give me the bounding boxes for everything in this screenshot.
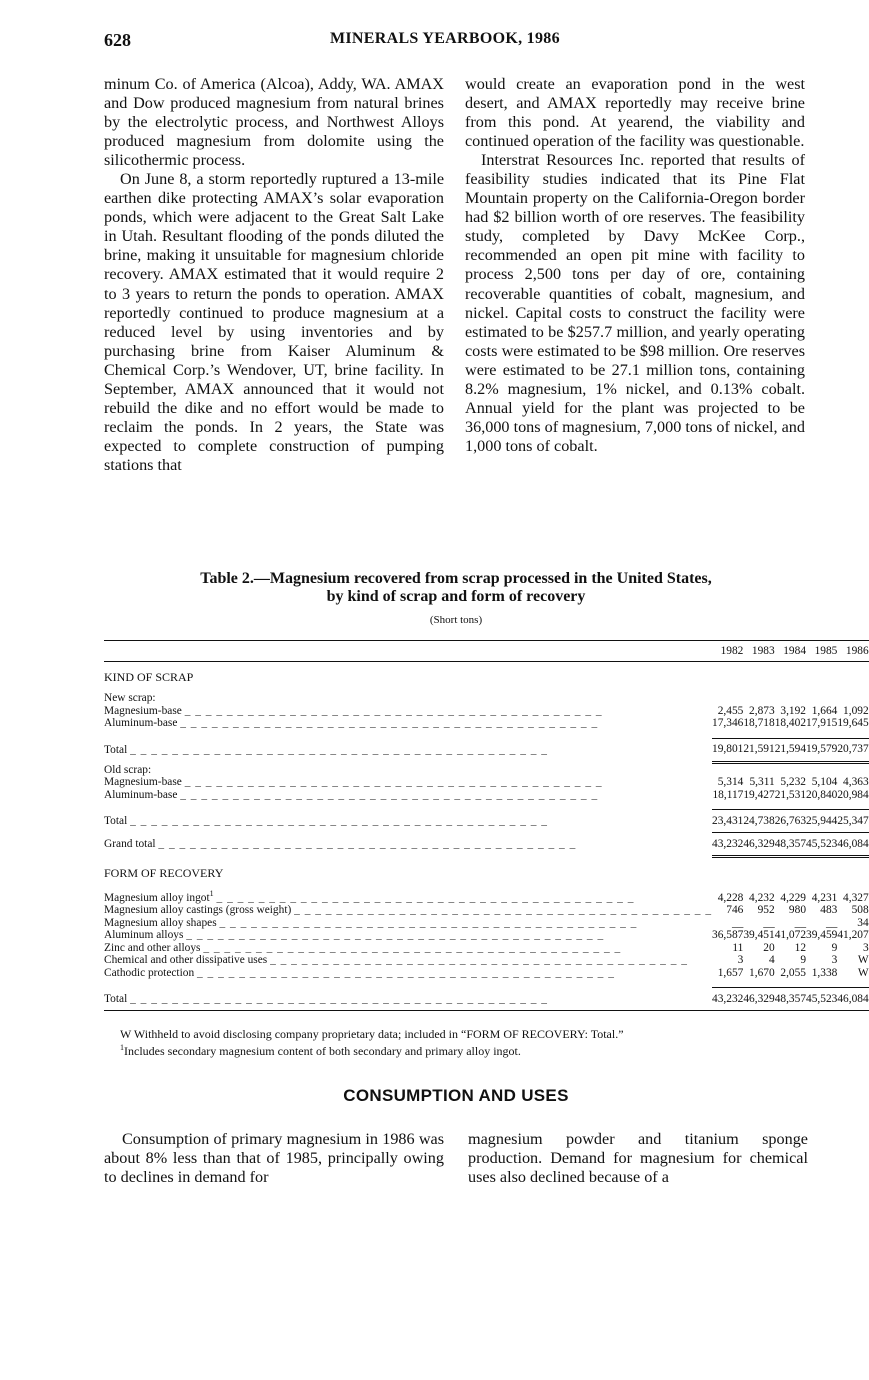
- body-column-left: [104, 1130, 444, 1188]
- table-cell: 19,645: [837, 717, 869, 729]
- table-cell: 4,228: [717, 891, 744, 904]
- table-cell: 43,232: [712, 833, 743, 857]
- table-cell: 4,232: [749, 891, 775, 904]
- table-cell: 1,338: [811, 966, 838, 979]
- table-cell: 19,801: [712, 738, 743, 762]
- table-row: [104, 904, 869, 917]
- dot-leader: _ _ _ _ _ _ _ _ _ _ _ _ _ _ _ _ _ _ _ _ _ _ _ _ _ _ _ _ _ _ _ _ _ _ _ _ _ _ _ _: [130, 743, 548, 756]
- dot-leader: _ _ _ _ _ _ _ _ _ _ _ _ _ _ _ _ _ _ _ _ _ _ _ _ _ _ _ _ _ _ _ _ _ _ _ _ _ _ _ _: [180, 788, 599, 801]
- table-cell: 17,346: [712, 717, 744, 729]
- table-cell: 2,455: [717, 704, 744, 717]
- table-cell: 48,357: [775, 833, 806, 857]
- table-cell: 1,657: [717, 966, 744, 979]
- table-cell: 508: [851, 904, 869, 917]
- table-row: [104, 888, 869, 904]
- body-column-right: [465, 75, 805, 456]
- table-cell: 1,092: [843, 704, 869, 717]
- body-column-left: [104, 75, 444, 475]
- table-cell: 39,451: [743, 929, 775, 942]
- dot-leader: _ _ _ _ _ _ _ _ _ _ _ _ _ _ _ _ _ _ _ _ _ _ _ _ _ _ _ _ _ _ _ _ _ _ _ _ _ _ _ _: [184, 704, 603, 717]
- footnote-marker: 1: [120, 1043, 124, 1052]
- section-row: [104, 858, 869, 888]
- row-label: Zinc and other alloys _ _ _ _ _ _ _ _ _ _ _ _ _ _ _ _ _ _ _ _ _ _ _ _ _ _ _ _ _ _ _ _ _ _ _ _ _ _ _ _: [104, 941, 622, 954]
- table-cell: 4,363: [843, 776, 869, 788]
- table-cell: 17,915: [806, 717, 838, 729]
- table-cell: 24,738: [743, 810, 774, 833]
- page-number: 628: [104, 30, 131, 50]
- footnote-marker: 1: [209, 889, 214, 898]
- total-row: [104, 738, 869, 762]
- table-row: [104, 954, 869, 967]
- table-cell: 2,873: [749, 704, 775, 717]
- table-cell: 5,314: [717, 776, 744, 788]
- dot-leader: _ _ _ _ _ _ _ _ _ _ _ _ _ _ _ _ _ _ _ _ _ _ _ _ _ _ _ _ _ _ _ _ _ _ _ _ _ _ _ _: [216, 891, 635, 904]
- table-cell: 36,587: [712, 929, 744, 942]
- table-cell: __: [763, 916, 775, 929]
- dot-leader: _ _ _ _ _ _ _ _ _ _ _ _ _ _ _ _ _ _ _ _ _ _ _ _ _ _ _ _ _ _ _ _ _ _ _ _ _ _ _ _: [294, 904, 713, 917]
- section-heading-form-of-recovery: FORM OF RECOVERY: [104, 865, 224, 880]
- group-label: New scrap:: [104, 692, 156, 704]
- table-cell: 952: [757, 904, 775, 917]
- group-row: [104, 692, 869, 705]
- row-label: Aluminum-base _ _ _ _ _ _ _ _ _ _ _ _ _ _ _ _ _ _ _ _ _ _ _ _ _ _ _ _ _ _ _ _ _ _ _ _ _ _ _ _: [104, 717, 599, 729]
- table-cell: __: [794, 916, 807, 929]
- row-label: Aluminum alloys _ _ _ _ _ _ _ _ _ _ _ _ _ _ _ _ _ _ _ _ _ _ _ _ _ _ _ _ _ _ _ _ _ _ _ _ _ _ _ _: [104, 929, 605, 942]
- table-cell: 746: [726, 904, 744, 917]
- table-cell: 4: [768, 954, 775, 967]
- table-cell: 45,523: [806, 833, 837, 857]
- table-cell: 1,670: [749, 966, 775, 979]
- section-heading: CONSUMPTION AND USES: [343, 1086, 569, 1105]
- group-label: Old scrap:: [104, 763, 152, 776]
- table-cell: 46,084: [837, 833, 868, 857]
- table-row: [104, 942, 869, 955]
- table-cell: 46,329: [743, 833, 774, 857]
- table-cell: W: [857, 966, 869, 979]
- table-title-line: by kind of scrap and form of recovery: [326, 588, 586, 605]
- table-cell: 43,232: [712, 988, 743, 1011]
- table-cell: 20,840: [806, 788, 838, 801]
- column-header-year: 1984: [775, 641, 806, 662]
- table-cell: 18,117: [712, 788, 744, 801]
- dot-leader: _ _ _ _ _ _ _ _ _ _ _ _ _ _ _ _ _ _ _ _ _ _ _ _ _ _ _ _ _ _ _ _ _ _ _ _ _ _ _ _: [186, 929, 605, 942]
- table-cell: 9: [831, 941, 838, 954]
- dot-leader: _ _ _ _ _ _ _ _ _ _ _ _ _ _ _ _ _ _ _ _ _ _ _ _ _ _ _ _ _ _ _ _ _ _ _ _ _ _ _ _: [197, 966, 615, 979]
- paragraph: minum Co. of America (Alcoa), Addy, WA. AMAX and Dow produced magnesium from natural brines by the electrolytic process, and Northwest Alloys produced magnesium from dolomite using the silicothermic process.: [104, 75, 444, 170]
- table-cell: W: [857, 954, 869, 967]
- total-row: [104, 810, 869, 833]
- table-cell: 20,984: [837, 788, 869, 801]
- table-cell: 5,311: [749, 776, 775, 788]
- table-cell: 46,084: [837, 988, 868, 1011]
- table-row: [104, 705, 869, 718]
- header-blank: [104, 641, 712, 662]
- paragraph: On June 8, a storm reportedly ruptured a 13-mile earthen dike protecting AMAX’s solar evaporation ponds, which were adjacent to the Great Salt Lake in Utah. Resultant flooding of the ponds diluted the brine, making it unsuitable for magnesium chloride recovery. AMAX estimated that it would require 2 to 3 years to return the ponds to operation. AMAX reportedly continued to produce magnesium at a reduced level by using inventories and by purchasing brine from Kaiser Aluminum & Chemical Corp.’s Wendover, UT, brine facility. In September, AMAX announced that it would not rebuild the dike and no effort would be made to reclaim the ponds. In 2 years, the State was expected to complete construction of pumping stations that: [104, 170, 444, 474]
- dot-leader: _ _ _ _ _ _ _ _ _ _ _ _ _ _ _ _ _ _ _ _ _ _ _ _ _ _ _ _ _ _ _ _ _ _ _ _ _ _ _ _: [180, 717, 599, 729]
- table-cell: 3: [862, 941, 869, 954]
- row-label: Magnesium alloy ingot$^1$ _ _ _ _ _ _ _ _ _ _ _ _ _ _ _ _ _ _ _ _ _ _ _ _ _ _ _ _ _ _ _ _ _ _ _ _ _ _ _ _: [104, 889, 635, 904]
- table-cell: 2,055: [780, 966, 807, 979]
- dot-leader: _ _ _ _ _ _ _ _ _ _ _ _ _ _ _ _ _ _ _ _ _ _ _ _ _ _ _ _ _ _ _ _ _ _ _ _ _ _ _ _: [184, 776, 603, 788]
- dot-leader: _ _ _ _ _ _ _ _ _ _ _ _ _ _ _ _ _ _ _ _ _ _ _ _ _ _ _ _ _ _ _ _ _ _ _ _ _ _ _ _: [270, 954, 688, 967]
- dot-leader: _ _ _ _ _ _ _ _ _ _ _ _ _ _ _ _ _ _ _ _ _ _ _ _ _ _ _ _ _ _ _ _ _ _ _ _ _ _ _ _: [130, 814, 548, 827]
- table-cell: 5,232: [780, 776, 807, 788]
- column-header-year: 1983: [743, 641, 774, 662]
- row-label: Magnesium-base _ _ _ _ _ _ _ _ _ _ _ _ _ _ _ _ _ _ _ _ _ _ _ _ _ _ _ _ _ _ _ _ _ _ _ _ _ _ _ _: [104, 776, 603, 788]
- table-cell: 483: [820, 904, 838, 917]
- group-row: [104, 764, 869, 777]
- row-label: Grand total _ _ _ _ _ _ _ _ _ _ _ _ _ _ _ _ _ _ _ _ _ _ _ _ _ _ _ _ _ _ _ _ _ _ _ _ _ _ _ _: [104, 838, 577, 851]
- table-row: [104, 967, 869, 980]
- table-cell: 18,402: [774, 717, 807, 729]
- table-cell: 21,591: [743, 738, 774, 762]
- row-label: Magnesium alloy castings (gross weight) _ _ _ _ _ _ _ _ _ _ _ _ _ _ _ _ _ _ _ _ _ _ _ _ _ _ _ _ _ _ _ _ _ _ _ _ _ _ _ _: [104, 904, 713, 917]
- dot-leader: _ _ _ _ _ _ _ _ _ _ _ _ _ _ _ _ _ _ _ _ _ _ _ _ _ _ _ _ _ _ _ _ _ _ _ _ _ _ _ _: [219, 916, 638, 929]
- row-label: Total _ _ _ _ _ _ _ _ _ _ _ _ _ _ _ _ _ _ _ _ _ _ _ _ _ _ _ _ _ _ _ _ _ _ _ _ _ _ _ _: [104, 988, 712, 1011]
- table-footnotes: [120, 1027, 624, 1058]
- table-cell: 3,192: [780, 704, 807, 717]
- scrap-recovery-table: [104, 640, 869, 1011]
- table-cell: 25,944: [806, 810, 837, 833]
- row-label: Aluminum-base _ _ _ _ _ _ _ _ _ _ _ _ _ _ _ _ _ _ _ _ _ _ _ _ _ _ _ _ _ _ _ _ _ _ _ _ _ _ _ _: [104, 788, 599, 801]
- paragraph: magnesium powder and titanium sponge production. Demand for magnesium for chemical uses also declined because of a: [468, 1130, 808, 1187]
- table-cell: 41,072: [774, 929, 807, 942]
- table-row: [104, 789, 869, 802]
- row-label: Chemical and other dissipative uses _ _ _ _ _ _ _ _ _ _ _ _ _ _ _ _ _ _ _ _ _ _ _ _ _ _ _ _ _ _ _ _ _ _ _ _ _ _ _ _: [104, 954, 688, 967]
- table-cell: 4,231: [811, 891, 838, 904]
- table-title-line: Table 2.—Magnesium recovered from scrap processed in the United States,: [200, 570, 712, 587]
- table-row: [104, 717, 869, 730]
- total-row: [104, 988, 869, 1011]
- table-cell: 46,329: [743, 988, 774, 1011]
- table-cell: 21,531: [774, 788, 807, 801]
- paragraph: would create an evaporation pond in the west desert, and AMAX reportedly may receive brine from this pond. At yearend, the viability and continued operation of the facility was questionable.: [465, 75, 805, 151]
- table-cell: 20,737: [837, 738, 868, 762]
- paragraph: Consumption of primary magnesium in 1986 was about 8% less than that of 1985, principally owing to declines in demand for: [104, 1130, 444, 1187]
- table-title: [104, 570, 808, 606]
- table-row: [104, 776, 869, 789]
- table-cell: 11: [732, 941, 744, 954]
- table-cell: 39,459: [806, 929, 838, 942]
- table-header-row: [104, 641, 869, 662]
- table-cell: 21,594: [775, 738, 806, 762]
- table-row: [104, 917, 869, 930]
- grand-total-row: [104, 833, 869, 857]
- table-cell: 9: [800, 954, 807, 967]
- row-label: Magnesium-base _ _ _ _ _ _ _ _ _ _ _ _ _ _ _ _ _ _ _ _ _ _ _ _ _ _ _ _ _ _ _ _ _ _ _ _ _ _ _ _: [104, 704, 603, 717]
- table-cell: 3: [831, 954, 838, 967]
- column-header-year: 1982: [712, 641, 743, 662]
- footnote-1: $^1$Includes secondary magnesium content of both secondary and primary alloy ingot.: [120, 1043, 521, 1058]
- row-label: Magnesium alloy shapes _ _ _ _ _ _ _ _ _ _ _ _ _ _ _ _ _ _ _ _ _ _ _ _ _ _ _ _ _ _ _ _ _ _ _ _ _ _ _ _: [104, 916, 638, 929]
- table-cell: 41,207: [837, 929, 869, 942]
- section-row: [104, 662, 869, 693]
- table-cell: 23,431: [712, 810, 743, 833]
- table-cell: 18,718: [743, 717, 775, 729]
- table-cell: __: [731, 916, 744, 929]
- table-cell: __: [825, 916, 838, 929]
- table-cell: 19,427: [743, 788, 775, 801]
- table-cell: 48,357: [775, 988, 806, 1011]
- footnote-withheld: W Withheld to avoid disclosing company proprietary data; included in “FORM OF RECOVERY: Total.”: [120, 1027, 624, 1041]
- table-cell: 12: [794, 941, 807, 954]
- table-cell: 980: [788, 904, 807, 917]
- table-cell: 20: [763, 941, 775, 954]
- table-cell: 25,347: [837, 810, 868, 833]
- table-cell: 4,327: [843, 891, 869, 904]
- row-label: Total _ _ _ _ _ _ _ _ _ _ _ _ _ _ _ _ _ _ _ _ _ _ _ _ _ _ _ _ _ _ _ _ _ _ _ _ _ _ _ _: [104, 743, 548, 756]
- column-header-year: 1986: [837, 641, 868, 662]
- row-label: Total _ _ _ _ _ _ _ _ _ _ _ _ _ _ _ _ _ _ _ _ _ _ _ _ _ _ _ _ _ _ _ _ _ _ _ _ _ _ _ _: [104, 814, 548, 827]
- paragraph: Interstrat Resources Inc. reported that results of feasibility studies indicated that its Pine Flat Mountain property on the California-Oregon border had $2 billion worth of ore reserves. The feasibility study, completed by Davy McKee Corp., recommended an open pit mine with facility to process 2,500 tons per day of ore, containing recoverable quantities of cobalt, magnesium, and nickel. Capital costs to construct the facility were estimated to be $257.7 million, and yearly operating costs were estimated to be $98 million. Ore reserves were estimated to be 27.1 million tons, containing 8.2% magnesium, 1% nickel, and 0.13% cobalt. Annual yield for the plant was projected to be 36,000 tons of magnesium, 7,000 tons of nickel, and 1,000 tons of cobalt.: [465, 151, 805, 455]
- table-row: [104, 929, 869, 942]
- table-cell: 5,104: [811, 776, 838, 788]
- table-units: (Short tons): [429, 614, 483, 626]
- row-label: Cathodic protection _ _ _ _ _ _ _ _ _ _ _ _ _ _ _ _ _ _ _ _ _ _ _ _ _ _ _ _ _ _ _ _ _ _ _ _ _ _ _ _: [104, 966, 615, 979]
- table-cell: 4,229: [780, 891, 807, 904]
- table-cell: 3: [737, 954, 744, 967]
- table-cell: 34: [857, 916, 869, 929]
- form-of-recovery-rows: [104, 888, 869, 979]
- running-title: MINERALS YEARBOOK, 1986: [330, 30, 560, 47]
- dot-leader: _ _ _ _ _ _ _ _ _ _ _ _ _ _ _ _ _ _ _ _ _ _ _ _ _ _ _ _ _ _ _ _ _ _ _ _ _ _ _ _: [130, 992, 548, 1005]
- table-cell: 45,523: [806, 988, 837, 1011]
- body-column-right: [468, 1130, 808, 1188]
- table-cell: 26,763: [775, 810, 806, 833]
- dot-leader: _ _ _ _ _ _ _ _ _ _ _ _ _ _ _ _ _ _ _ _ _ _ _ _ _ _ _ _ _ _ _ _ _ _ _ _ _ _ _ _: [203, 941, 622, 954]
- dot-leader: _ _ _ _ _ _ _ _ _ _ _ _ _ _ _ _ _ _ _ _ _ _ _ _ _ _ _ _ _ _ _ _ _ _ _ _ _ _ _ _: [158, 838, 577, 851]
- section-heading-kind-of-scrap: KIND OF SCRAP: [104, 669, 194, 684]
- table-cell: 1,664: [811, 704, 838, 717]
- column-header-year: 1985: [806, 641, 837, 662]
- table-cell: 19,579: [806, 738, 837, 762]
